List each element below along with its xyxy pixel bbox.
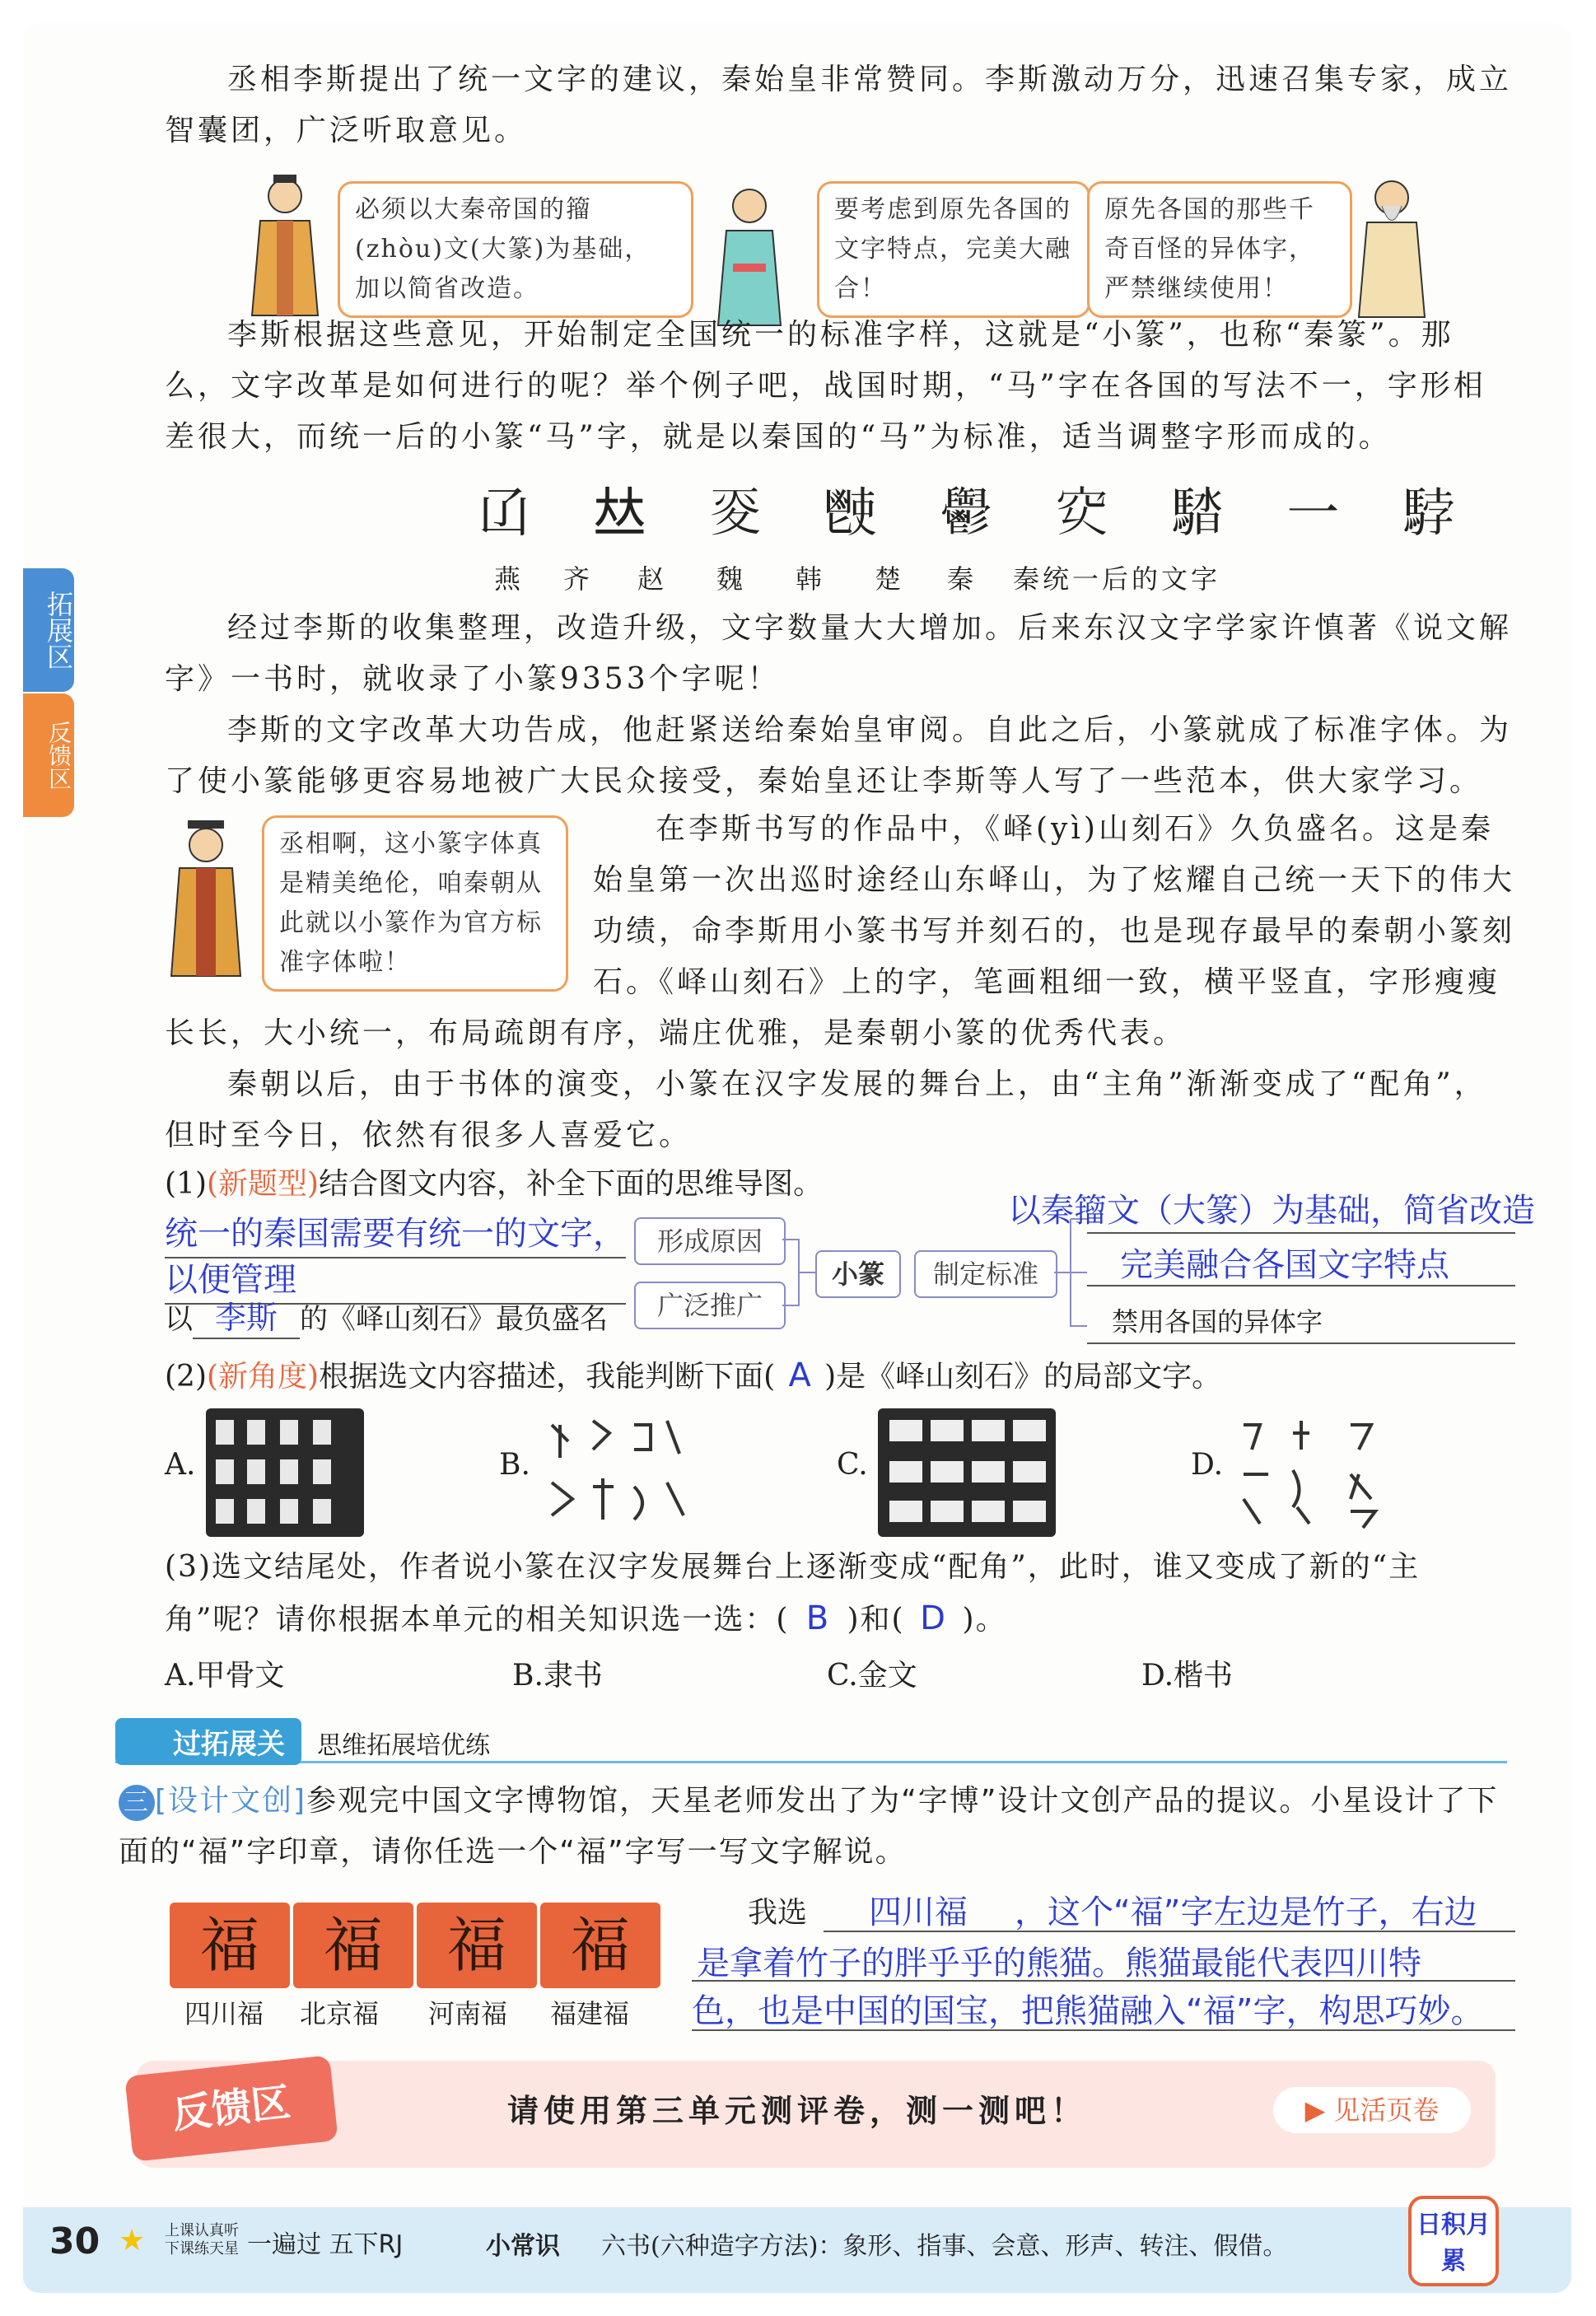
float-spacer: [165, 804, 593, 960]
q3-choice-d[interactable]: D.楷书: [1141, 1659, 1234, 1693]
explain-line-3[interactable]: 色，也是中国的国宝，把熊猫融入“福”字，构思巧妙。: [692, 1992, 1484, 2030]
option-b-script-icon[interactable]: [535, 1408, 693, 1537]
caption-zhao: 赵: [637, 563, 668, 595]
advisor-figure-icon: [708, 181, 791, 329]
paragraph-5-text: 在李斯书写的作品中，《峄(yì)山刻石》久负盛名。这是秦始皇第一次出巡时途经山东峄山，为了炫耀自己统一天下的伟大功绩，命李斯用小篆书写并刻石的，也是现存最早的秦朝小篆刻石。《峄山刻石》上的字，笔画粗细一致，横平竖直，字形瘦瘦长长，大小统一，布局疏朗有序，端庄优雅，是秦朝小篆的优秀代表。: [165, 812, 1516, 1050]
feedback-title: 反馈区: [124, 2055, 338, 2162]
q3-choice-a[interactable]: A.甲骨文: [165, 1659, 285, 1693]
speech-bubble-1: 必须以大秦帝国的籀(zhòu)文(大篆)为基础，加以简省改造。: [338, 181, 693, 318]
q2-option-a-label[interactable]: A.: [165, 1448, 196, 1482]
q2-option-d-label[interactable]: D.: [1191, 1448, 1224, 1482]
play-icon: ▶: [1304, 2094, 1334, 2126]
paragraph-4: 李斯的文字改革大功告成，他赶紧送给秦始皇审阅。自此之后，小篆就成了标准字体。为了使小篆能够更容易地被广大民众接受，秦始皇还让李斯等人写了一些范本，供大家学习。: [165, 713, 1513, 798]
page-number: 30: [49, 2220, 100, 2262]
q2-option-b-label[interactable]: B.: [499, 1448, 530, 1482]
side-tab-feedback[interactable]: 反馈区: [23, 693, 74, 817]
star-icon: ★: [119, 2224, 146, 2258]
std-line-2: [1087, 1285, 1515, 1286]
caption-chu: 楚: [875, 563, 905, 595]
caption-unified: 秦统一后的文字: [1013, 563, 1221, 595]
fu-seal-fujian[interactable]: 福: [540, 1903, 660, 1988]
std-answer-1[interactable]: 以秦籀文（大篆）为基础，简省改造: [1008, 1192, 1535, 1230]
speech-bubble-2: 要考虑到原先各国的文字特点，完美大融合！: [817, 181, 1090, 318]
q2-text-after: )是《峄山刻石》的局部文字。: [824, 1360, 1222, 1394]
footer-slogan: 上课认真听 下课练天星: [165, 2222, 239, 2258]
section-title: 过拓展关: [115, 1718, 301, 1765]
paragraph-1: 丞相李斯提出了统一文字的建议，秦始皇非常赞同。李斯激动万分，迅速召集专家，成立智囊团，广泛听取意见。: [165, 63, 1513, 147]
daily-badge: 日积月累: [1408, 2196, 1499, 2286]
node-spread: 广泛推广: [634, 1282, 786, 1329]
q1-tag: (新题型): [207, 1167, 320, 1201]
caption-han: 韩: [796, 563, 826, 595]
option-a-rubbing-icon[interactable]: [206, 1408, 364, 1537]
question-1: [165, 1161, 823, 1207]
q1-spread-line: [165, 1298, 608, 1339]
answer-line-3: [692, 2029, 1515, 2031]
q2-tag: (新角度): [207, 1360, 320, 1394]
speech-bubble-4: 丞相啊，这小篆字体真是精美绝伦，咱秦朝从此就以小篆作为官方标准字体啦！: [262, 815, 568, 992]
section-subtitle: 思维拓展培优练: [317, 1731, 491, 1760]
footer-book: 一遍过 五下RJ: [247, 2230, 404, 2259]
option-d-oracle-icon[interactable]: [1227, 1408, 1385, 1537]
q-three-text: 参观完中国文字博物馆，天星老师发出了为“字博”设计文创产品的提议。小星设计了下面的“福”字印章，请你任选一个“福”字写一写文字解说。: [119, 1784, 1499, 1869]
q1-answer-reason-1[interactable]: 统一的秦国需要有统一的文字，: [165, 1215, 626, 1253]
paragraph-3: 经过李斯的收集整理，改造升级，文字数量大大增加。后来东汉文字学家许慎著《说文解字》一书时，就收录了小篆9353个字呢！: [165, 611, 1513, 696]
q2-answer[interactable]: A: [788, 1356, 811, 1394]
q-three-number: 三: [119, 1785, 155, 1821]
q1-answer-reason-2[interactable]: 以便管理: [165, 1261, 296, 1299]
fu-seal-beijing[interactable]: 福: [293, 1903, 413, 1988]
q3-text: (3)选文结尾处，作者说小篆在汉字发展舞台上逐渐变成“配角”，此时，谁又变成了新的“主角”呢？请你根据本单元的相关知识选一选：(: [165, 1550, 1421, 1637]
std-answer-2[interactable]: 完美融合各国文字特点: [1120, 1246, 1449, 1284]
paragraph-6: 秦朝以后，由于书体的演变，小篆在汉字发展的舞台上，由“主角”渐渐变成了“配角”，但时至今日，依然有很多人喜爱它。: [165, 1067, 1487, 1152]
caption-qin: 秦: [947, 563, 978, 595]
q2-text-before: 根据选文内容描述，我能判断下面(: [319, 1360, 776, 1394]
q3-choice-b[interactable]: B.隶书: [512, 1659, 603, 1693]
caption-qi: 齐: [563, 563, 594, 595]
fu-caption-beijing: 北京福: [300, 1998, 380, 2029]
explain-line-2[interactable]: 是拿着竹子的胖乎乎的熊猫。熊猫最能代表四川特: [697, 1945, 1421, 1982]
q2-number: (2): [165, 1360, 207, 1394]
spread-answer[interactable]: 李斯: [193, 1298, 300, 1339]
paragraph-2: 李斯根据这些意见，开始制定全国统一的标准字样，这就是“小篆”，也称“秦篆”。那么，文字改革是如何进行的呢？举个例子吧，战国时期，“马”字在各国的写法不一，字形相差很大，而统一后的小篆“马”字，就是以秦国的“马”为标准，适当调整字形而成的。: [165, 318, 1486, 454]
caption-wei: 魏: [716, 563, 747, 595]
spread-suffix: 的《峄山刻石》最负盛名: [300, 1303, 608, 1336]
seal-script-ma-chars: 𠙶 𠀤 𡕢 𩰢 𩰪 𥤳 𩣯 一 𩣡: [478, 483, 1478, 544]
caption-yan: 燕: [494, 563, 525, 595]
paragraph-5: [165, 804, 1515, 1059]
question-three: [119, 1776, 1519, 1878]
std-line-3: [1087, 1342, 1515, 1344]
elder-figure-icon: [1351, 173, 1433, 321]
section-banner: [115, 1718, 1507, 1763]
fu-seal-sichuan[interactable]: 福: [170, 1903, 290, 1988]
feedback-link-button[interactable]: [1273, 2087, 1471, 2133]
question-3: [165, 1542, 1515, 1646]
q1-text: 结合图文内容，补全下面的思维导图。: [319, 1167, 824, 1201]
choose-prefix: 我选: [748, 1896, 808, 1930]
q3-end: )。: [962, 1603, 1007, 1637]
node-center: 小篆: [815, 1250, 901, 1298]
q3-answer-2[interactable]: D: [920, 1599, 947, 1637]
feedback-prompt: 请使用第三单元测评卷，测一测吧！: [507, 2093, 1088, 2129]
node-reason: 形成原因: [634, 1217, 786, 1265]
side-tab-expand[interactable]: 拓展区: [23, 568, 74, 692]
tip-label: 小常识: [486, 2232, 560, 2261]
fu-caption-sichuan: 四川福: [184, 1998, 264, 2029]
feedback-banner: [137, 2061, 1496, 2168]
q3-answer-1[interactable]: B: [805, 1599, 831, 1637]
std-line-1: [1087, 1232, 1515, 1234]
tip-text: 六书(六种造字方法)：象形、指事、会意、形声、转注、假借。: [601, 2232, 1288, 2261]
fu-caption-henan: 河南福: [428, 1998, 508, 2029]
answer-line-2: [692, 1980, 1515, 1982]
q1-number: (1): [165, 1167, 207, 1201]
q2-option-c-label[interactable]: C.: [837, 1448, 868, 1482]
explain-line-1[interactable]: ，这个“福”字左边是竹子，右边: [1015, 1893, 1477, 1931]
answer-line-1: [824, 1931, 1515, 1932]
choose-answer[interactable]: 四川福: [869, 1893, 968, 1931]
question-2: [165, 1351, 1221, 1402]
fu-caption-fujian: 福建福: [550, 1998, 630, 2029]
q3-choice-c[interactable]: C.金文: [827, 1659, 917, 1693]
node-standard: 制定标准: [914, 1250, 1057, 1298]
speech-bubble-3: 原先各国的那些千奇百怪的异体字，严禁继续使用！: [1087, 181, 1352, 318]
connector-left-icon: [782, 1235, 815, 1310]
li-si-figure-icon: [244, 171, 326, 320]
std-item-3: 禁用各国的异体字: [1112, 1306, 1323, 1338]
feedback-link-label: 见活页卷: [1333, 2094, 1440, 2126]
q3-mid: )和(: [847, 1603, 905, 1637]
q-three-tag: [设计文创]: [155, 1784, 307, 1818]
option-c-clerical-icon[interactable]: [878, 1408, 1056, 1537]
fu-seal-henan[interactable]: 福: [417, 1903, 537, 1988]
spread-prefix: 以: [165, 1303, 193, 1336]
